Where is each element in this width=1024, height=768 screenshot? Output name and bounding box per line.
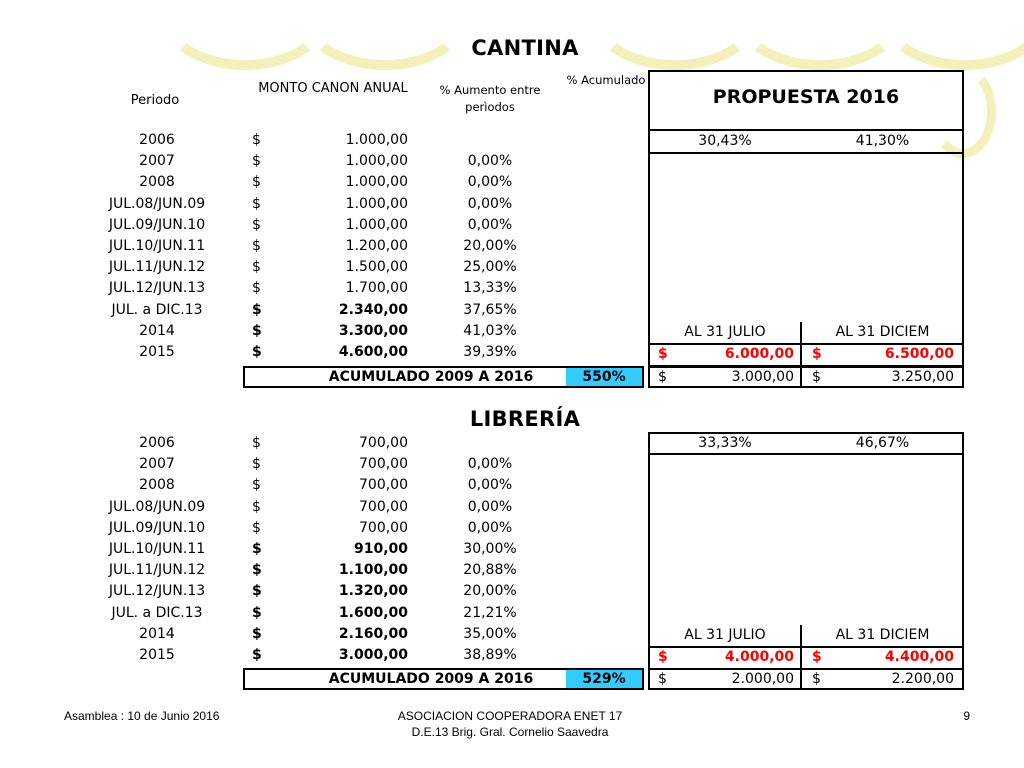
propuesta-pct-julio: 33,33% (698, 435, 752, 451)
pct-cell: 38,89% (463, 647, 517, 663)
acumulado-pct: 529% (566, 670, 642, 688)
footer-org-line2: D.E.13 Brig. Gral. Cornelio Saavedra (411, 725, 609, 739)
table-row (0, 497, 1024, 518)
periodo-cell: JUL.09/JUN.10 (108, 216, 206, 233)
periodo-cell: JUL.12/JUN.13 (108, 583, 206, 600)
periodo-cell: JUL.08/JUN.09 (108, 195, 206, 212)
cantina-title: CANTINA (471, 36, 579, 60)
prop-julio-value: 4.000,00 (724, 649, 794, 665)
periodo-cell: JUL.11/JUN.12 (108, 562, 206, 579)
pct-cell: 25,00% (463, 259, 517, 276)
table-row (0, 342, 1024, 363)
pct-cell: 41,03% (463, 322, 517, 339)
monto-cell: 700,00 (359, 435, 408, 451)
table-row (0, 539, 1024, 560)
monto-cell: 910,00 (353, 541, 408, 557)
dollar-cell: $ (252, 174, 261, 191)
acum-diciem-dollar: $ (812, 671, 821, 687)
table-row (0, 624, 1024, 645)
dollar-cell: $ (252, 541, 262, 557)
monto-cell: 1.000,00 (345, 174, 408, 191)
acumulado-label: ACUMULADO 2009 A 2016 (328, 671, 534, 687)
footer-org-line1: ASOCIACION COOPERADORA ENET 17 (397, 709, 623, 723)
acum-diciem-value: 3.250,00 (891, 369, 954, 385)
periodo-cell: JUL.10/JUN.11 (108, 541, 206, 557)
col-al-31-diciem: AL 31 DICIEM (835, 627, 930, 643)
periodo-cell: 2008 (139, 477, 175, 494)
table-row (0, 151, 1024, 172)
table-row (0, 603, 1024, 624)
periodo-cell: 2008 (139, 174, 175, 191)
pct-cell: 0,00% (467, 195, 513, 212)
table-row (0, 172, 1024, 193)
pct-cell: 20,00% (463, 583, 517, 600)
table-row (0, 560, 1024, 581)
table-row (0, 236, 1024, 257)
acumulado-label: ACUMULADO 2009 A 2016 (328, 369, 534, 385)
pct-cell: 39,39% (463, 344, 517, 360)
periodo-cell: 2007 (139, 456, 175, 473)
prop-diciem-value: 4.400,00 (884, 649, 954, 665)
periodo-cell: JUL.12/JUN.13 (108, 280, 206, 297)
header-acumulado: % Acumulado (566, 73, 646, 87)
decorative-swirl (880, 0, 1024, 70)
pct-cell: 20,00% (463, 238, 517, 254)
table-row (0, 475, 1024, 496)
acum-diciem-dollar: $ (812, 369, 821, 385)
dollar-cell: $ (252, 498, 261, 515)
propuesta-pct-diciem: 41,30% (855, 133, 910, 149)
pct-cell: 21,21% (463, 604, 517, 621)
dollar-cell: $ (252, 562, 262, 579)
table-row (0, 581, 1024, 602)
propuesta-pct-diciem: 46,67% (855, 435, 910, 451)
propuesta-title: PROPUESTA 2016 (712, 86, 900, 108)
table-row (0, 645, 1024, 666)
table-row (0, 321, 1024, 342)
periodo-cell: 2006 (139, 132, 175, 148)
monto-cell: 3.000,00 (338, 647, 408, 663)
periodo-cell: 2015 (139, 647, 175, 663)
dollar-cell: $ (252, 280, 261, 297)
dollar-cell: $ (252, 604, 262, 621)
dollar-cell: $ (252, 625, 262, 642)
pct-cell: 35,00% (463, 625, 517, 642)
pct-cell: 0,00% (467, 456, 513, 473)
monto-cell: 4.600,00 (338, 344, 408, 360)
pct-cell: 0,00% (467, 519, 513, 536)
monto-cell: 1.000,00 (345, 153, 408, 170)
monto-cell: 1.000,00 (345, 195, 408, 212)
col-al-31-julio: AL 31 JULIO (684, 627, 766, 643)
periodo-cell: 2014 (139, 625, 175, 642)
monto-cell: 700,00 (359, 477, 408, 494)
periodo-cell: JUL.09/JUN.10 (108, 519, 206, 536)
dollar-cell: $ (252, 301, 262, 318)
pct-cell: 0,00% (467, 174, 513, 191)
footer-date: Asamblea : 10 de Junio 2016 (64, 709, 220, 723)
periodo-cell: 2006 (139, 435, 175, 451)
periodo-cell: JUL.08/JUN.09 (108, 498, 206, 515)
acumulado-pct: 550% (566, 368, 642, 386)
table-row (0, 518, 1024, 539)
pct-cell: 0,00% (467, 477, 513, 494)
dollar-cell: $ (252, 132, 261, 148)
header-periodo: Periodo (130, 93, 180, 108)
monto-cell: 1.700,00 (345, 280, 408, 297)
monto-cell: 1.500,00 (345, 259, 408, 276)
dollar-cell: $ (252, 435, 261, 451)
table-row (0, 215, 1024, 236)
monto-cell: 1.000,00 (345, 216, 408, 233)
acum-julio-value: 3.000,00 (731, 369, 794, 385)
dollar-cell: $ (252, 216, 261, 233)
prop-julio-value: 6.000,00 (724, 346, 794, 362)
monto-cell: 700,00 (359, 498, 408, 515)
monto-cell: 700,00 (359, 456, 408, 473)
dollar-cell: $ (252, 519, 261, 536)
pct-cell: 37,65% (463, 301, 517, 318)
periodo-cell: JUL. a DIC.13 (111, 301, 203, 318)
acum-julio-value: 2.000,00 (731, 671, 794, 687)
prop-diciem-dollar: $ (812, 649, 822, 665)
periodo-cell: JUL. a DIC.13 (111, 604, 203, 621)
divider (800, 668, 802, 690)
pct-cell: 13,33% (463, 280, 517, 297)
dollar-cell: $ (252, 477, 261, 494)
periodo-cell: 2014 (139, 322, 175, 339)
dollar-cell: $ (252, 195, 261, 212)
pct-cell: 20,88% (463, 562, 517, 579)
monto-cell: 1.000,00 (345, 132, 408, 148)
prop-diciem-dollar: $ (812, 346, 822, 362)
periodo-cell: JUL.11/JUN.12 (108, 259, 206, 276)
pct-cell: 30,00% (463, 541, 517, 557)
propuesta-pct-julio: 30,43% (698, 133, 752, 149)
dollar-cell: $ (252, 322, 262, 339)
monto-cell: 1.100,00 (338, 562, 408, 579)
monto-cell: 1.200,00 (345, 238, 408, 254)
dollar-cell: $ (252, 456, 261, 473)
acum-julio-dollar: $ (658, 369, 667, 385)
libreria-title: LIBRERÍA (469, 407, 581, 431)
table-row (0, 257, 1024, 278)
col-al-31-julio: AL 31 JULIO (684, 324, 766, 340)
pct-cell: 0,00% (467, 153, 513, 170)
periodo-cell: 2007 (139, 153, 175, 170)
page-number: 9 (963, 709, 970, 723)
monto-cell: 700,00 (359, 519, 408, 536)
periodo-cell: JUL.10/JUN.11 (108, 238, 206, 254)
pct-cell: 0,00% (467, 216, 513, 233)
dollar-cell: $ (252, 583, 262, 600)
acum-julio-dollar: $ (658, 671, 667, 687)
dollar-cell: $ (252, 647, 262, 663)
periodo-cell: 2015 (139, 344, 175, 360)
dollar-cell: $ (252, 238, 261, 254)
table-row (0, 130, 1024, 151)
monto-cell: 1.600,00 (338, 604, 408, 621)
monto-cell: 3.300,00 (338, 322, 408, 339)
table-row (0, 194, 1024, 215)
table-row (0, 454, 1024, 475)
dollar-cell: $ (252, 259, 261, 276)
header-monto-canon: MONTO CANON ANUAL (258, 81, 408, 96)
dollar-cell: $ (252, 344, 262, 360)
prop-julio-dollar: $ (658, 346, 668, 362)
monto-cell: 2.340,00 (338, 301, 408, 318)
prop-diciem-value: 6.500,00 (884, 346, 954, 362)
pct-cell: 0,00% (467, 498, 513, 515)
table-row (0, 278, 1024, 299)
dollar-cell: $ (252, 153, 261, 170)
acum-diciem-value: 2.200,00 (891, 671, 954, 687)
table-row (0, 300, 1024, 321)
prop-julio-dollar: $ (658, 649, 668, 665)
table-row (0, 433, 1024, 454)
monto-cell: 2.160,00 (338, 625, 408, 642)
col-al-31-diciem: AL 31 DICIEM (835, 324, 930, 340)
monto-cell: 1.320,00 (338, 583, 408, 600)
header-aumento: % Aumento entre perìodos (439, 83, 541, 114)
divider (800, 366, 802, 388)
